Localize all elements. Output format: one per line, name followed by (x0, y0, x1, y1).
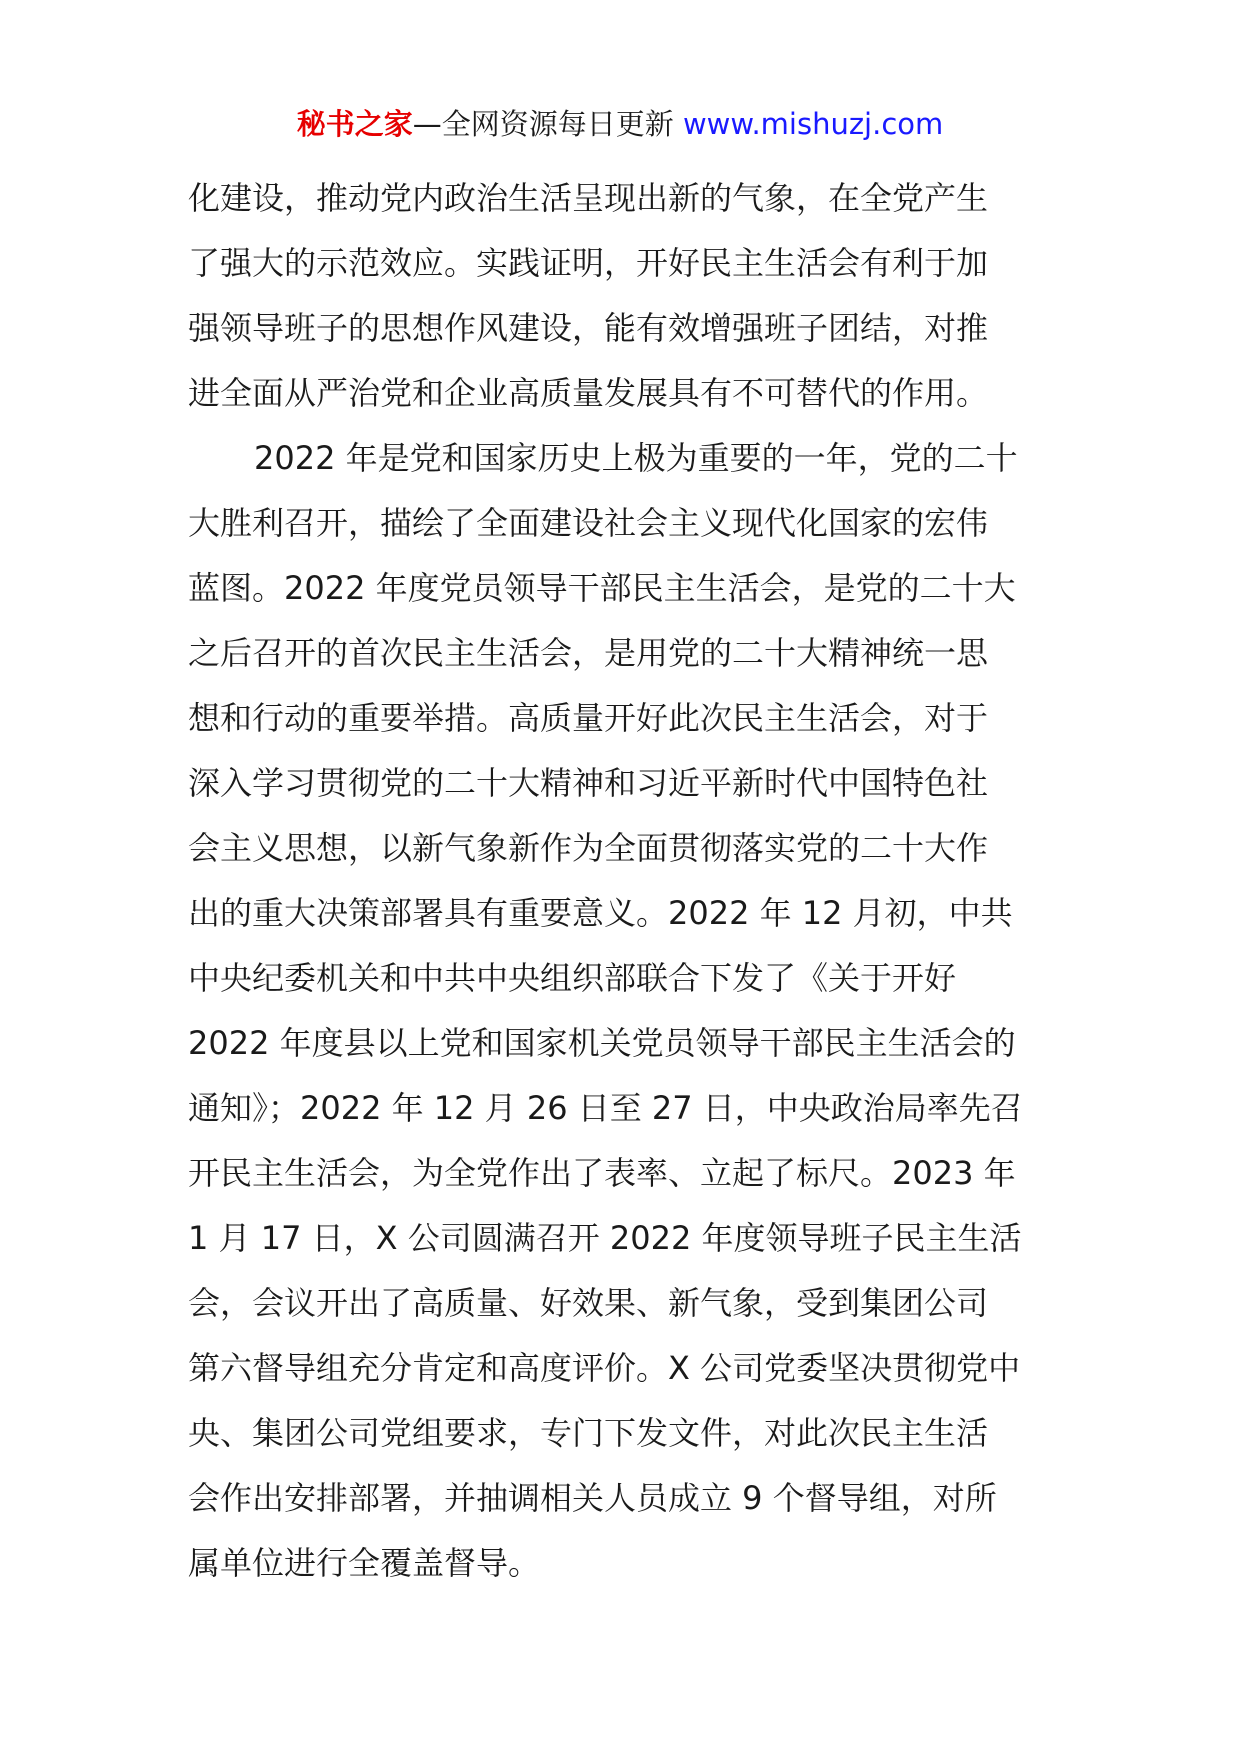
text-line: 第六督导组充分肯定和高度评价。X 公司党委坚决贯彻党中 (188, 1349, 1021, 1387)
header-url-link[interactable]: www.mishuzj.com (682, 107, 944, 141)
paragraph-1 (188, 166, 1058, 426)
text-line: 央、集团公司党组要求，专门下发文件，对此次民主生活 (188, 1414, 989, 1452)
paragraph-2 (188, 426, 1058, 1596)
text-line: 化建设，推动党内政治生活呈现出新的气象，在全党产生 (188, 179, 989, 217)
header-tagline: —全网资源每日更新 (412, 107, 674, 141)
document-body (188, 166, 1058, 1596)
text-line: 会主义思想，以新气象新作为全面贯彻落实党的二十大作 (188, 829, 989, 867)
page-header (0, 104, 1240, 144)
text-line: 了强大的示范效应。实践证明，开好民主生活会有利于加 (188, 244, 989, 282)
text-line: 会，会议开出了高质量、好效果、新气象，受到集团公司 (188, 1284, 989, 1322)
text-line: 开民主生活会，为全党作出了表率、立起了标尺。2023 年 (188, 1154, 1016, 1192)
text-line: 蓝图。2022 年度党员领导干部民主生活会，是党的二十大 (188, 569, 1016, 607)
text-line: 想和行动的重要举措。高质量开好此次民主生活会，对于 (188, 699, 989, 737)
text-line: 中央纪委机关和中共中央组织部联合下发了《关于开好 (188, 959, 957, 997)
text-line: 2022 年是党和国家历史上极为重要的一年，党的二十 (254, 439, 1018, 477)
text-line: 2022 年度县以上党和国家机关党员领导干部民主生活会的 (188, 1024, 1016, 1062)
text-line: 进全面从严治党和企业高质量发展具有不可替代的作用。 (188, 374, 989, 412)
text-line: 深入学习贯彻党的二十大精神和习近平新时代中国特色社 (188, 764, 989, 802)
text-line: 之后召开的首次民主生活会，是用党的二十大精神统一思 (188, 634, 989, 672)
text-line: 强领导班子的思想作风建设，能有效增强班子团结，对推 (188, 309, 989, 347)
text-line: 通知》；2022 年 12 月 26 日至 27 日，中央政治局率先召 (188, 1089, 1023, 1127)
brand-name: 秘书之家 (296, 107, 413, 141)
text-line: 出的重大决策部署具有重要意义。2022 年 12 月初，中共 (188, 894, 1013, 932)
text-line: 大胜利召开，描绘了全面建设社会主义现代化国家的宏伟 (188, 504, 989, 542)
text-line: 1 月 17 日，X 公司圆满召开 2022 年度领导班子民主生活 (188, 1219, 1022, 1257)
text-line: 会作出安排部署，并抽调相关人员成立 9 个督导组，对所 (188, 1479, 997, 1517)
text-line: 属单位进行全覆盖督导。 (188, 1544, 541, 1582)
